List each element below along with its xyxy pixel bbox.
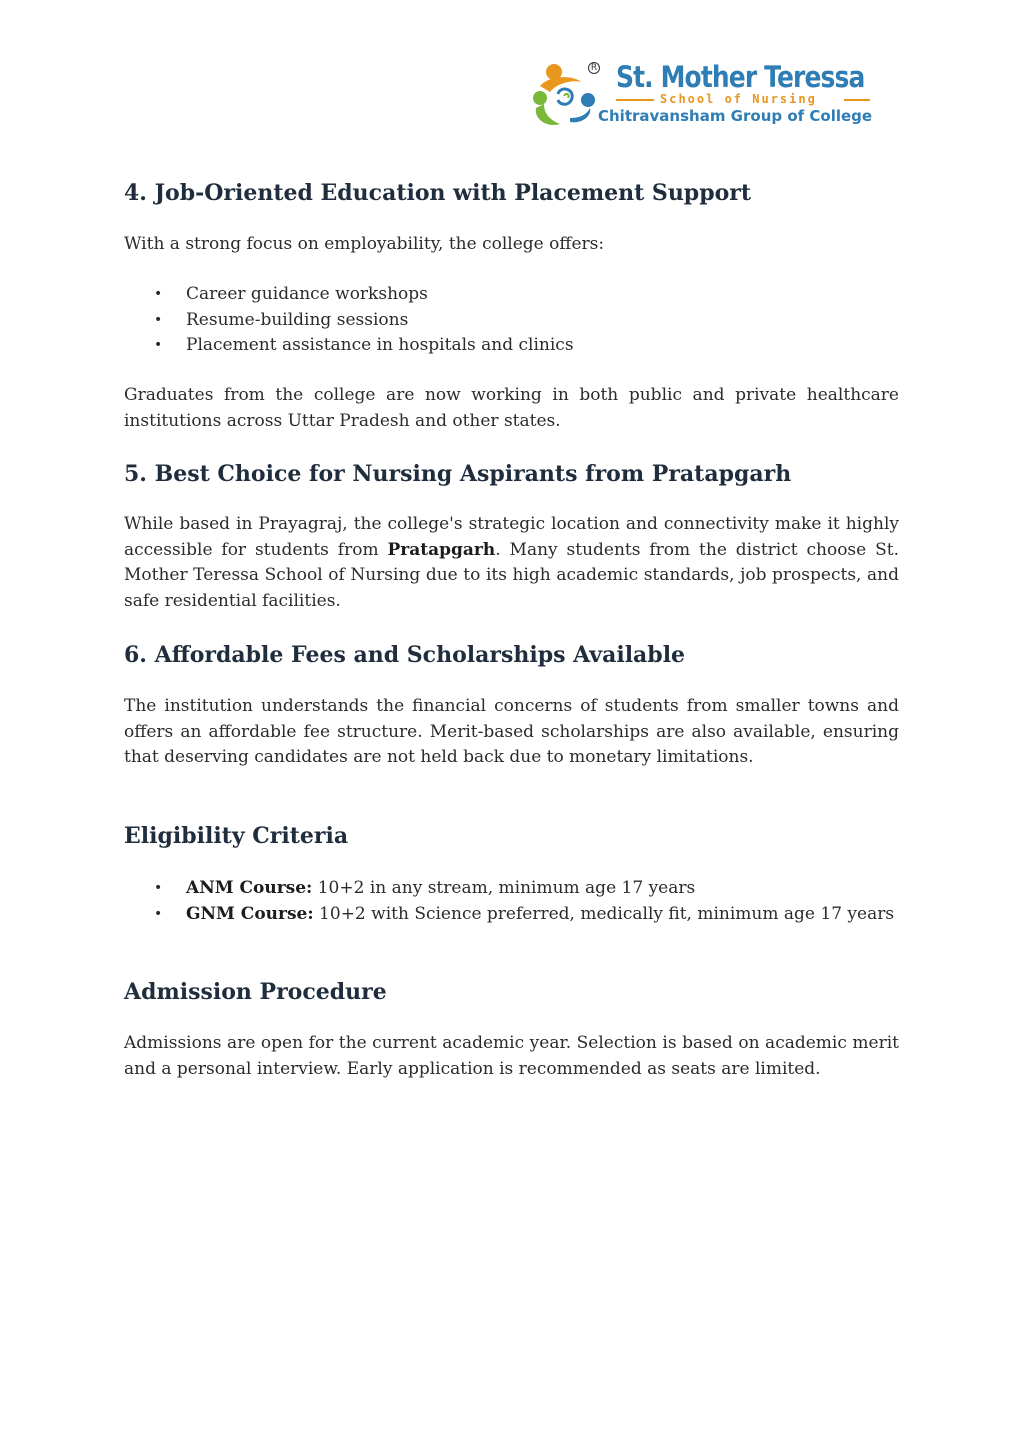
fees-paragraph: The institution understands the financial concerns of students from smaller towns and offers an affordable fee structure. Merit-based scholarships are also available, ensuring that deserving candidates are not held back due to monetary limitations. — [124, 696, 899, 768]
paragraph-text: . Many students from the district choose St. Mother Teressa School of Nursing due to its high academic standards, job prospects, and safe residential facilities. — [124, 539, 900, 612]
registered-mark: R — [588, 62, 600, 74]
list-item: • Career guidance workshops — [124, 282, 899, 308]
course-label: GNM Course: — [186, 903, 314, 924]
logo-group-name: Chitravansham Group of College — [598, 107, 873, 125]
course-requirement: 10+2 in any stream, minimum age 17 years — [312, 878, 696, 898]
bold-place-name: Pratapgarh — [387, 539, 496, 560]
course-label: ANM Course: — [186, 878, 313, 898]
section-heading-pratapgarh: 5. Best Choice for Nursing Aspirants from Pratapgarh — [124, 461, 792, 487]
placement-list — [124, 282, 899, 359]
list-item — [124, 876, 899, 902]
paragraph-text: While based in Prayagraj, the college's strategic location and connectivity make it highly accessible for students from — [124, 514, 899, 560]
logo-subtitle-row — [616, 92, 870, 108]
college-logo — [530, 58, 900, 130]
list-item — [124, 902, 899, 928]
section-heading-placement: 4. Job-Oriented Education with Placement Support — [124, 180, 751, 206]
logo-rule-left — [616, 99, 654, 101]
logo-rule-right — [844, 99, 870, 101]
list-item: • Placement assistance in hospitals and clinics — [124, 333, 899, 359]
logo-title: St. Mother Teressa — [616, 60, 865, 94]
section-heading-fees: 6. Affordable Fees and Scholarships Available — [124, 642, 686, 668]
graduates-paragraph: Graduates from the college are now working in both public and private healthcare institutions across Uttar Pradesh and other states. — [124, 385, 899, 431]
course-requirement: 10+2 with Science preferred, medically fit, minimum age 17 years — [313, 903, 895, 924]
list-item: • Resume-building sessions — [124, 308, 899, 334]
section-heading-admission: Admission Procedure — [124, 979, 387, 1005]
logo-subtitle: School of Nursing — [660, 92, 817, 106]
placement-intro: With a strong focus on employability, the college offers: — [124, 234, 605, 254]
section-heading-eligibility: Eligibility Criteria — [124, 823, 349, 849]
eligibility-list — [124, 876, 899, 927]
admission-paragraph: Admissions are open for the current academic year. Selection is based on academic merit and a personal interview. Early application is recommended as seats are limited. — [124, 1033, 899, 1079]
pratapgarh-paragraph — [124, 512, 899, 615]
